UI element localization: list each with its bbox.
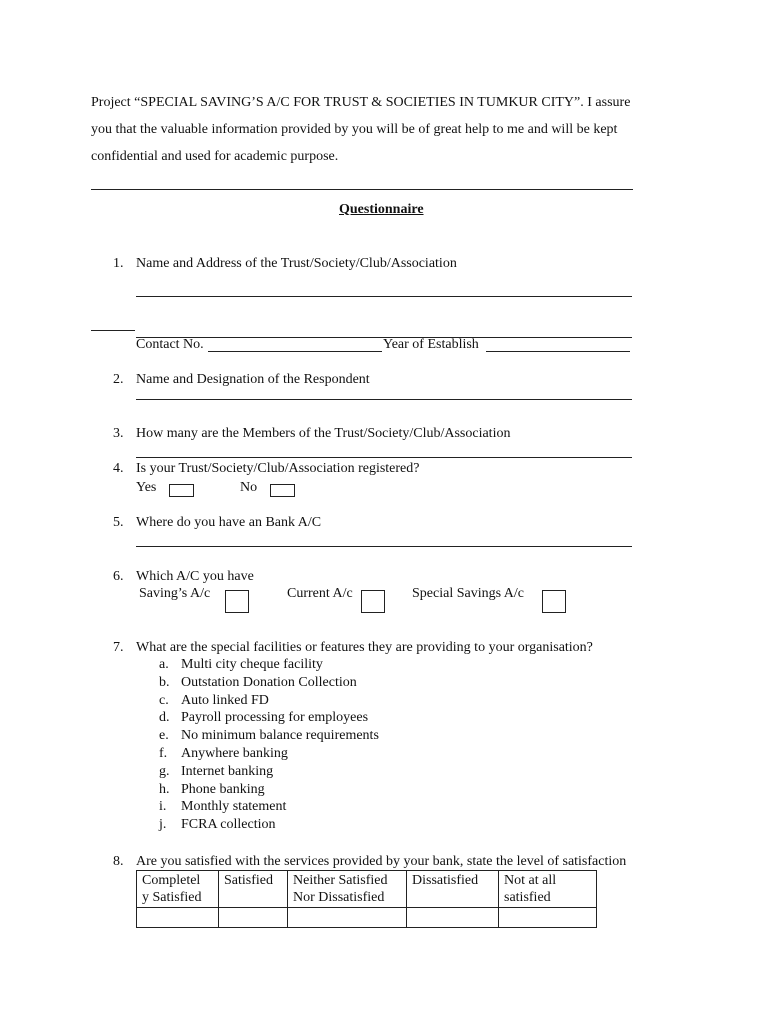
q8-text: Are you satisfied with the services provided by your bank, state the level of satisfaction [136, 854, 627, 869]
current-ac-label: Current A/c [287, 586, 353, 601]
q7-option-letter: i. [159, 799, 167, 814]
page-title: Questionnaire [339, 202, 424, 217]
q7-option-letter: h. [159, 782, 170, 797]
header-not-at-all-satisfied: Not at all satisfied [499, 871, 597, 908]
answer-cell-not-at-all-satisfied[interactable] [499, 908, 597, 928]
q7-option-text: Outstation Donation Collection [181, 675, 357, 690]
q6-number: 6. [113, 569, 124, 584]
year-label: Year of Establish [383, 337, 479, 352]
q7-option-letter: f. [159, 746, 168, 761]
yes-checkbox[interactable] [169, 484, 194, 497]
answer-cell-dissatisfied[interactable] [407, 908, 499, 928]
q7-option-text: Multi city cheque facility [181, 657, 323, 672]
header-dissatisfied: Dissatisfied [407, 871, 499, 908]
special-savings-ac-checkbox[interactable] [542, 590, 566, 613]
q7-option-letter: g. [159, 764, 170, 779]
contact-label: Contact No. [136, 337, 204, 352]
q7-option-letter: a. [159, 657, 169, 672]
header-completely-satisfied: Completel y Satisfied [137, 871, 219, 908]
satisfaction-header-row [137, 871, 597, 908]
q7-option-letter: b. [159, 675, 170, 690]
q7-option-text: Payroll processing for employees [181, 710, 369, 725]
answer-cell-satisfied[interactable] [219, 908, 288, 928]
q5-number: 5. [113, 515, 124, 530]
q7-option-text: Anywhere banking [181, 746, 288, 761]
satisfaction-answer-row [137, 908, 597, 928]
q7-option-letter: e. [159, 728, 169, 743]
q7-number: 7. [113, 640, 124, 655]
q7-option-text: Monthly statement [181, 799, 287, 814]
header-neither: Neither Satisfied Nor Dissatisfied [288, 871, 407, 908]
header-satisfied: Satisfied [219, 871, 288, 908]
q8-number: 8. [113, 854, 124, 869]
q5-answer-line[interactable] [136, 546, 632, 547]
special-savings-ac-label: Special Savings A/c [412, 586, 524, 601]
q1-answer-line-2-lead[interactable] [91, 330, 135, 331]
q7-option-letter: j. [159, 817, 167, 832]
q7-option-text: Phone banking [181, 782, 265, 797]
intro-line-3: confidential and used for academic purpose. [91, 149, 339, 164]
year-field[interactable] [486, 351, 630, 352]
q4-text: Is your Trust/Society/Club/Association registered? [136, 461, 420, 476]
savings-ac-label: Saving’s A/c [139, 586, 211, 601]
satisfaction-table [136, 870, 597, 928]
q7-option-text: FCRA collection [181, 817, 276, 832]
contact-field[interactable] [208, 351, 382, 352]
q7-option-text: Auto linked FD [181, 693, 269, 708]
savings-ac-checkbox[interactable] [225, 590, 249, 613]
q4-number: 4. [113, 461, 124, 476]
q3-number: 3. [113, 426, 124, 441]
answer-cell-neither[interactable] [288, 908, 407, 928]
q7-text: What are the special facilities or features they are providing to your organisation? [136, 640, 593, 655]
no-label: No [240, 480, 258, 495]
q1-text: Name and Address of the Trust/Society/Club/Association [136, 256, 457, 271]
separator-line [91, 189, 633, 190]
answer-cell-completely-satisfied[interactable] [137, 908, 219, 928]
q2-answer-line[interactable] [136, 399, 632, 400]
q3-answer-line[interactable] [136, 457, 632, 458]
q7-option-text: Internet banking [181, 764, 274, 779]
q7-option-letter: d. [159, 710, 170, 725]
q1-answer-line-1[interactable] [136, 296, 632, 297]
q2-text: Name and Designation of the Respondent [136, 372, 370, 387]
current-ac-checkbox[interactable] [361, 590, 385, 613]
no-checkbox[interactable] [270, 484, 295, 497]
q7-option-text: No minimum balance requirements [181, 728, 379, 743]
q3-text: How many are the Members of the Trust/Society/Club/Association [136, 426, 511, 441]
q5-text: Where do you have an Bank A/C [136, 515, 322, 530]
q7-option-letter: c. [159, 693, 169, 708]
intro-line-1: Project “SPECIAL SAVING’S A/C FOR TRUST & SOCIETIES IN TUMKUR CITY”. I assure [91, 95, 631, 110]
q1-number: 1. [113, 256, 124, 271]
q2-number: 2. [113, 372, 124, 387]
yes-label: Yes [136, 480, 157, 495]
intro-line-2: you that the valuable information provided by you will be of great help to me and will be kept [91, 122, 618, 137]
q6-text: Which A/C you have [136, 569, 254, 584]
